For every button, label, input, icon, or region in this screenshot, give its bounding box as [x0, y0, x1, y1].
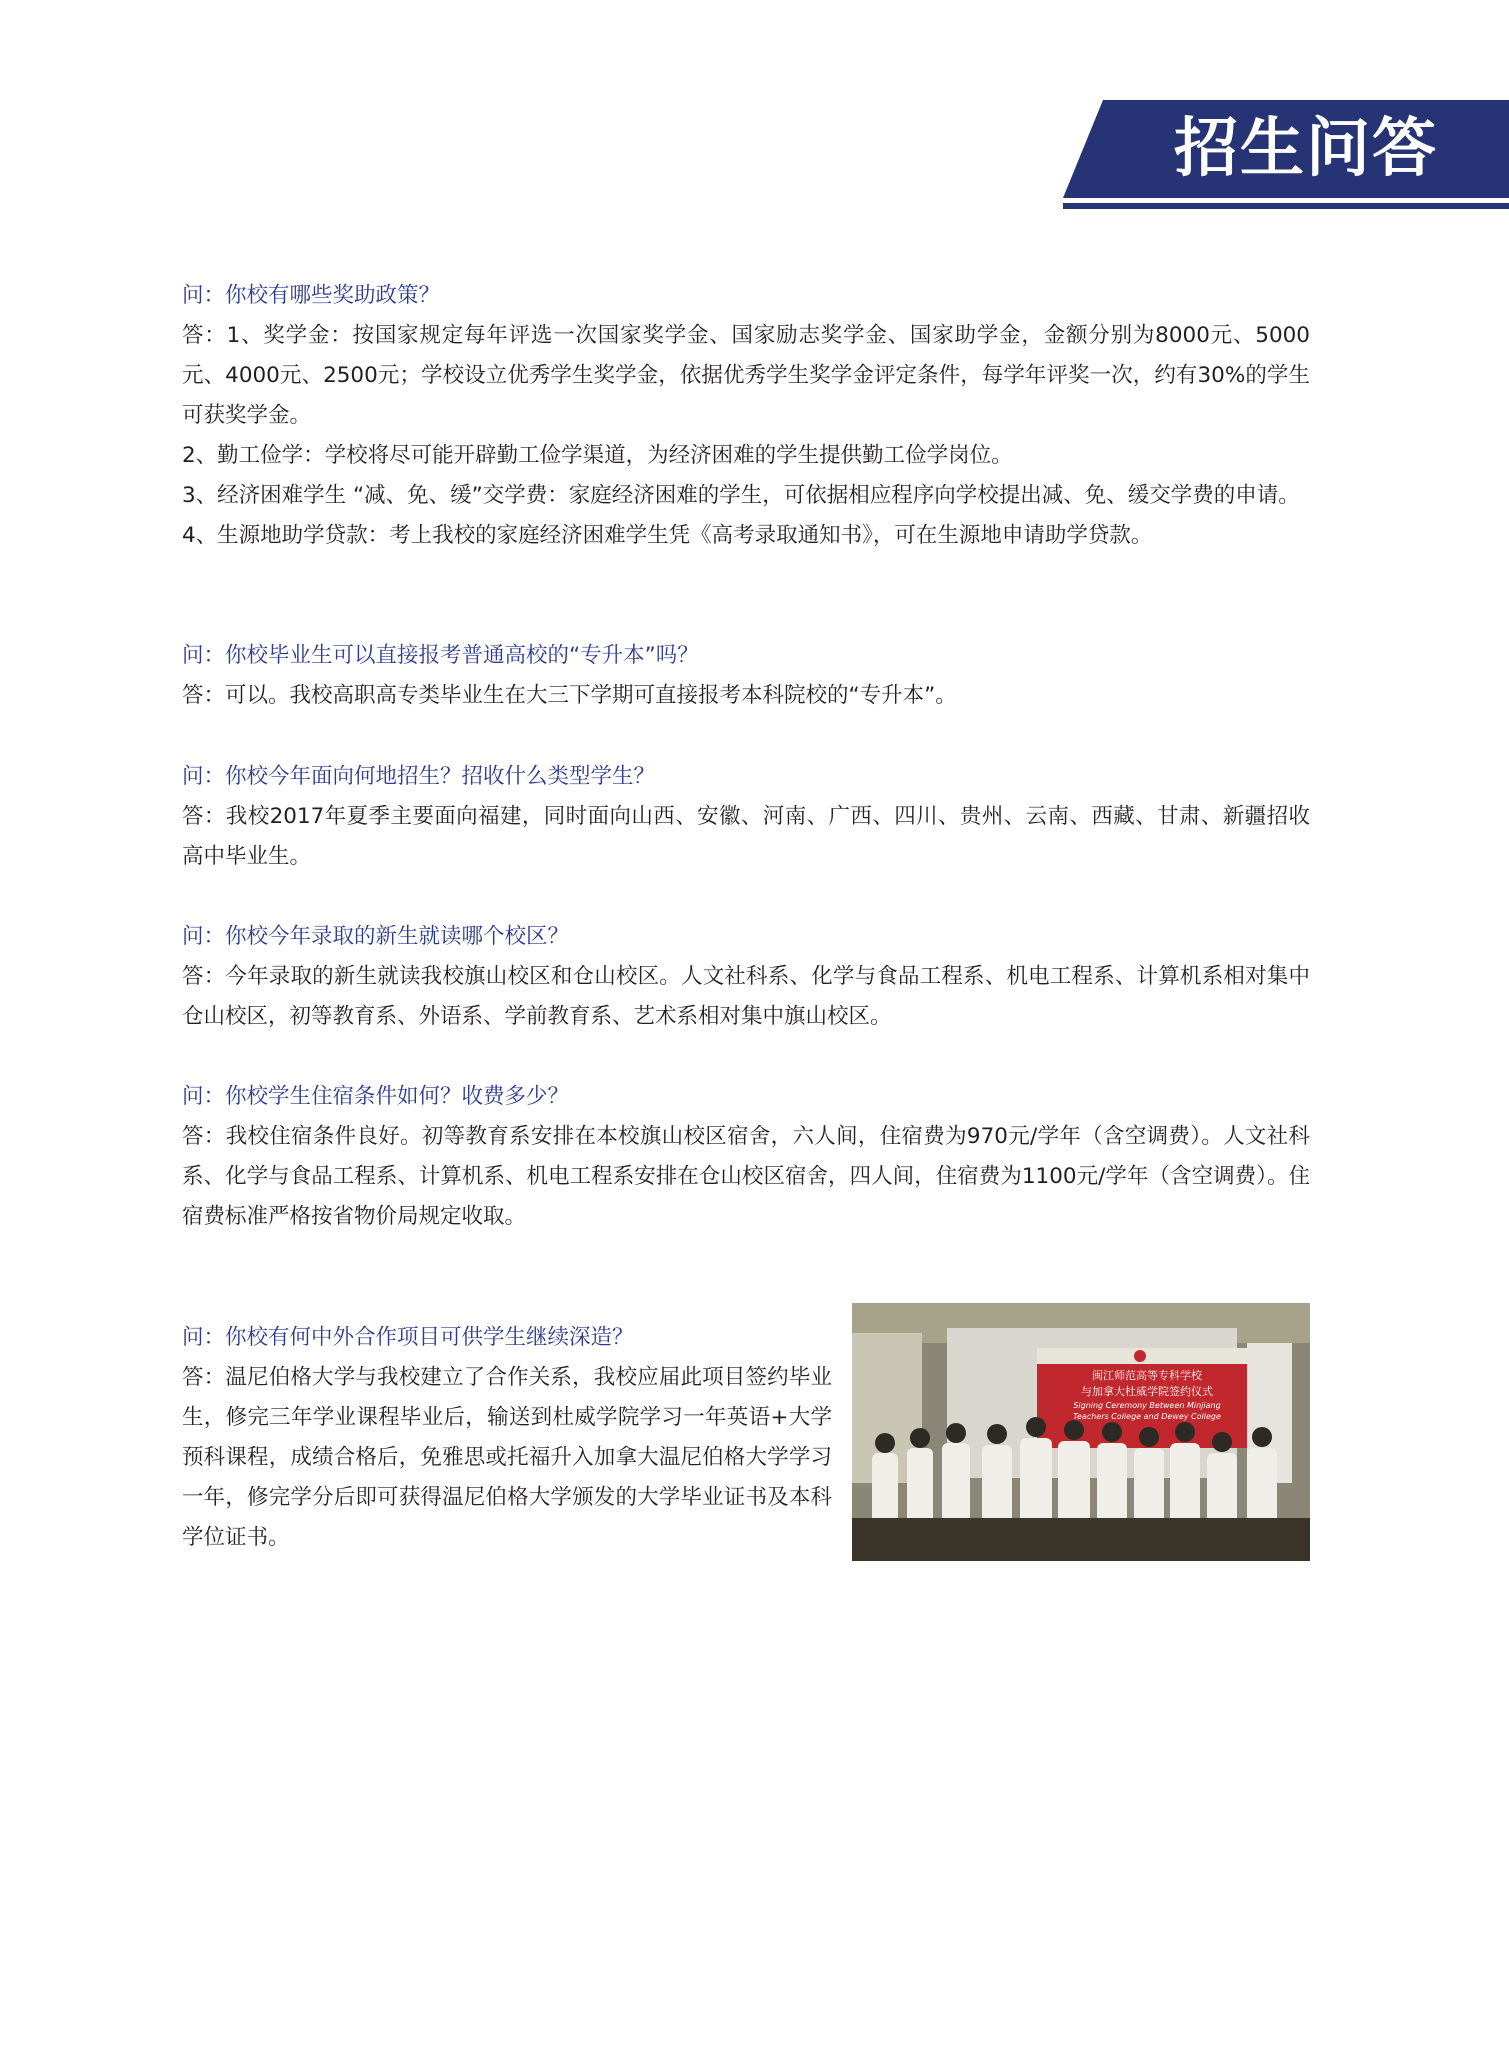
signing-ceremony-photo: [852, 1303, 1310, 1561]
header-banner: [1063, 100, 1509, 210]
photo-illustration: [852, 1303, 1310, 1561]
answer: 答：今年录取的新生就读我校旗山校区和仓山校区。人文社科系、化学与食品工程系、机电工程系、计算机系相对集中仓山校区，初等教育系、外语系、学前教育系、艺术系相对集中旗山校区。: [182, 964, 1310, 1029]
screen-text-line2: 与加拿大杜威学院签约仪式: [1081, 1385, 1213, 1398]
qa-block-campus: [182, 917, 1310, 1037]
qa-block-upgrade: [182, 636, 1310, 716]
question: 问：你校有哪些奖助政策？: [182, 283, 441, 308]
question: 问：你校有何中外合作项目可供学生继续深造？: [182, 1325, 634, 1350]
question: 问：你校学生住宿条件如何？收费多少？: [182, 1084, 570, 1109]
screen-text-line4: Teachers College and Dewey College: [1073, 1412, 1221, 1421]
qa-block-enrollment-region: [182, 757, 1310, 877]
answer: 答：我校2017年夏季主要面向福建，同时面向山西、安徽、河南、广西、四川、贵州、云南、西藏、甘肃、新疆招收高中毕业生。: [182, 804, 1310, 869]
screen-text-line3: Signing Ceremony Between Minjiang: [1073, 1401, 1221, 1410]
answer: 3、经济困难学生 “减、免、缓”交学费：家庭经济困难的学生，可依据相应程序向学校提出减、免、缓交学费的申请。: [182, 483, 1300, 508]
answer: 4、生源地助学贷款：考上我校的家庭经济困难学生凭《高考录取通知书》，可在生源地申请助学贷款。: [182, 523, 1153, 548]
answer: 答：1、奖学金：按国家规定每年评选一次国家奖学金、国家励志奖学金、国家助学金，金额分别为8000元、5000元、4000元、2500元；学校设立优秀学生奖学金，依据优秀学生奖学金评定条件，每学年评奖一次，约有30%的学生可获奖学金。: [182, 323, 1310, 428]
question: 问：你校今年录取的新生就读哪个校区？: [182, 924, 570, 949]
question: 问：你校今年面向何地招生？招收什么类型学生？: [182, 764, 656, 789]
screen-text-line1: 闽江师范高等专科学校: [1092, 1369, 1202, 1382]
answer: 答：可以。我校高职高专类毕业生在大三下学期可直接报考本科院校的“专升本”。: [182, 683, 957, 708]
answer: 答：温尼伯格大学与我校建立了合作关系，我校应届此项目签约毕业生，修完三年学业课程毕业后，输送到杜威学院学习一年英语+大学预科课程，成绩合格后，免雅思或托福升入加拿大温尼伯格大学学习一年，修完学分后即可获得温尼伯格大学颁发的大学毕业证书及本科学位证书。: [182, 1365, 832, 1550]
answer: 2、勤工俭学：学校将尽可能开辟勤工俭学渠道，为经济困难的学生提供勤工俭学岗位。: [182, 443, 1013, 468]
answer: 答：我校住宿条件良好。初等教育系安排在本校旗山校区宿舍，六人间，住宿费为970元/学年（含空调费）。人文社科系、化学与食品工程系、计算机系、机电工程系安排在仓山校区宿舍，四人间，住宿费为1100元/学年（含空调费）。住宿费标准严格按省物价局规定收取。: [182, 1124, 1310, 1229]
question: 问：你校毕业生可以直接报考普通高校的“专升本”吗？: [182, 643, 699, 668]
qa-block-cooperation: [182, 1318, 832, 1558]
qa-block-accommodation: [182, 1077, 1310, 1237]
qa-block-scholarship: [182, 276, 1310, 556]
page-title: 招生问答: [1174, 112, 1438, 186]
